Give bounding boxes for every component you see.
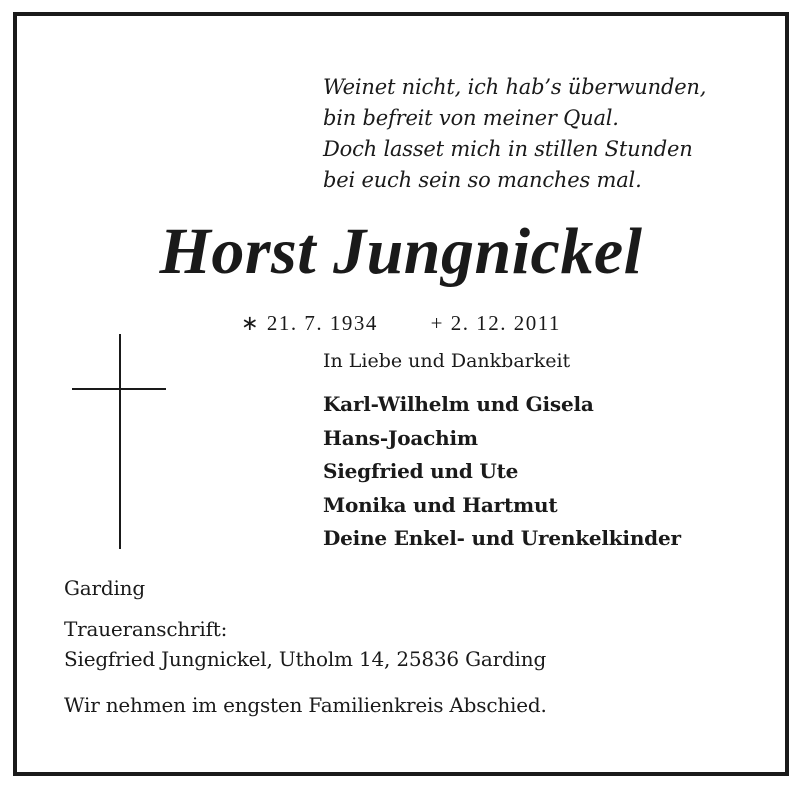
family-member: Siegfried und Ute bbox=[323, 459, 519, 483]
death-date: + 2. 12. 2011 bbox=[430, 311, 561, 335]
poem-line: bei euch sein so manches mal. bbox=[323, 168, 642, 192]
deceased-name: Horst Jungnickel bbox=[159, 215, 643, 288]
birth-date: ∗ 21. 7. 1934 bbox=[241, 311, 378, 335]
poem bbox=[323, 72, 706, 196]
poem-line: Weinet nicht, ich hab’s überwunden, bbox=[323, 75, 707, 99]
poem-line: Doch lasset mich in stillen Stunden bbox=[323, 137, 693, 161]
address-label: Traueranschrift: bbox=[64, 617, 228, 641]
family-member: Monika und Hartmut bbox=[323, 492, 558, 517]
family-member: Hans-Joachim bbox=[323, 425, 478, 450]
place: Garding bbox=[64, 576, 145, 600]
family-block bbox=[323, 346, 681, 556]
family-intro: In Liebe und Dankbarkeit bbox=[323, 350, 571, 372]
family-member: Deine Enkel- und Urenkelkinder bbox=[323, 526, 681, 550]
cross-icon-crossbar bbox=[72, 388, 166, 390]
mourning-address: Siegfried Jungnickel, Utholm 14, 25836 Garding bbox=[64, 647, 547, 671]
family-member: Karl-Wilhelm und Gisela bbox=[323, 392, 594, 416]
life-dates bbox=[241, 308, 561, 338]
obituary-notice bbox=[13, 12, 789, 776]
farewell-note: Wir nehmen im engsten Familienkreis Abschied. bbox=[64, 693, 547, 717]
poem-line: bin befreit von meiner Qual. bbox=[323, 106, 619, 130]
cross-icon bbox=[119, 334, 121, 549]
